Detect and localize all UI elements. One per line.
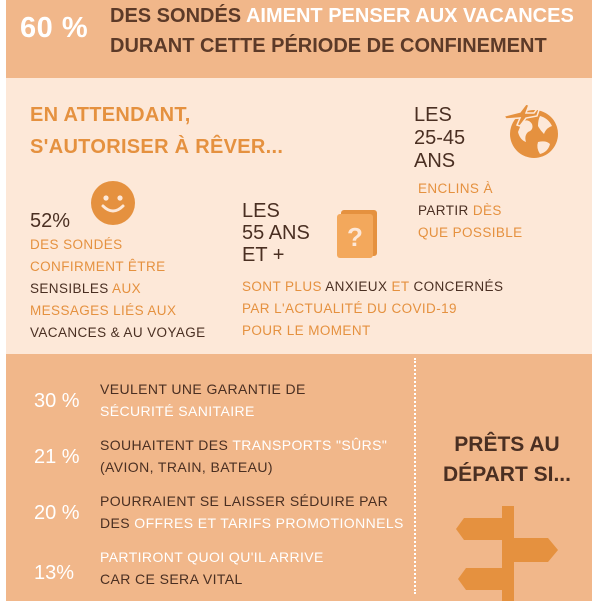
row-line: VEULENT UNE GARANTIE DE	[100, 381, 306, 397]
stat-52-line: DES SONDÉS	[30, 237, 123, 252]
stat-25-text: DÈS	[472, 203, 502, 218]
row-percent: 20 %	[34, 502, 80, 524]
stat-55-line: LES	[242, 200, 280, 222]
stat-55-text: ANXIEUX	[325, 279, 388, 294]
stat-52-line	[30, 278, 206, 300]
stat-25-line: LES	[414, 104, 452, 126]
row-text-dark: DES	[100, 515, 130, 531]
row-text	[100, 490, 404, 534]
stat-55-line: ET +	[242, 244, 285, 266]
globe-plane-icon	[500, 100, 562, 162]
row-text	[100, 434, 387, 478]
stat-55-desc-line: PAR L'ACTUALITÉ DU COVID-19	[242, 301, 457, 316]
bottom-band	[6, 354, 592, 601]
svg-text:?: ?	[347, 222, 363, 252]
stat-55-text: ET	[391, 279, 410, 294]
ready-line: PRÊTS AU	[454, 433, 560, 456]
headline-text: DES SONDÉS	[110, 5, 242, 27]
row-line: POURRAIENT SE LAISSER SÉDUIRE PAR	[100, 493, 389, 509]
stat-55-desc-line: POUR LE MOMENT	[242, 323, 371, 338]
signpost-icon	[456, 506, 560, 601]
stat-25-text: PARTIR	[418, 203, 469, 218]
question-book-icon	[333, 208, 381, 260]
header-band	[6, 0, 592, 78]
ready-line: DÉPART SI...	[443, 463, 571, 486]
stat-25-line: ANS	[414, 150, 456, 172]
row-line	[100, 512, 404, 534]
headline-line-2: DURANT CETTE PÉRIODE DE CONFINEMENT	[110, 35, 547, 57]
headline-percent: 60 %	[20, 12, 89, 44]
row-line: PARTIRONT QUOI QU'IL ARRIVE	[100, 549, 324, 565]
stat-52-line: CONFIRMENT ÊTRE	[30, 259, 166, 274]
stat-52-line: MESSAGES LIÉS AUX	[30, 303, 177, 318]
row-line: SÉCURITÉ SANITAIRE	[100, 403, 255, 419]
row-text-dark: SOUHAITENT DES	[100, 437, 229, 453]
row-percent: 21 %	[34, 446, 80, 468]
stat-52-value: 52%	[30, 210, 71, 232]
stat-25-45-label	[414, 104, 465, 173]
stat-25-desc-line: QUE POSSIBLE	[418, 225, 523, 240]
ready-to-leave-title	[421, 430, 592, 490]
row-text-highlight: TRANSPORTS "SÛRS"	[232, 437, 388, 453]
stat-52-text: SENSIBLES	[30, 281, 109, 296]
stat-55-description	[242, 276, 503, 342]
row-text	[100, 546, 324, 590]
section-title-line-1: EN ATTENDANT,	[30, 104, 191, 126]
infographic	[6, 0, 592, 601]
stat-52-line: VACANCES & AU VOYAGE	[30, 325, 206, 340]
stat-55-text: SONT PLUS	[242, 279, 322, 294]
row-line: (AVION, TRAIN, BATEAU)	[100, 459, 273, 475]
row-text	[100, 378, 306, 422]
dotted-divider	[414, 358, 416, 594]
stat-52-description	[30, 234, 206, 344]
stat-55-label	[242, 200, 310, 266]
stat-52-text: AUX	[112, 281, 142, 296]
stat-25-line: 25-45	[414, 127, 466, 149]
middle-band	[6, 78, 592, 354]
row-text-highlight: OFFRES ET TARIFS PROMOTIONNELS	[134, 515, 404, 531]
row-percent: 30 %	[34, 390, 80, 412]
row-line: CAR CE SERA VITAL	[100, 571, 243, 587]
row-line	[100, 434, 387, 456]
stat-25-description	[418, 178, 523, 244]
stat-25-desc-line: ENCLINS À	[418, 181, 493, 196]
stat-55-text: CONCERNÉS	[413, 279, 504, 294]
section-title-line-2: S'AUTORISER À RÊVER...	[30, 136, 284, 158]
headline-highlight: AIMENT PENSER AUX VACANCES	[245, 5, 574, 27]
stat-25-desc-line	[418, 200, 523, 222]
row-percent: 13%	[34, 562, 75, 584]
stat-55-desc-line	[242, 276, 503, 298]
headline-line-1	[110, 5, 574, 28]
smiley-icon	[90, 180, 136, 226]
stat-55-line: 55 ANS	[242, 222, 310, 244]
